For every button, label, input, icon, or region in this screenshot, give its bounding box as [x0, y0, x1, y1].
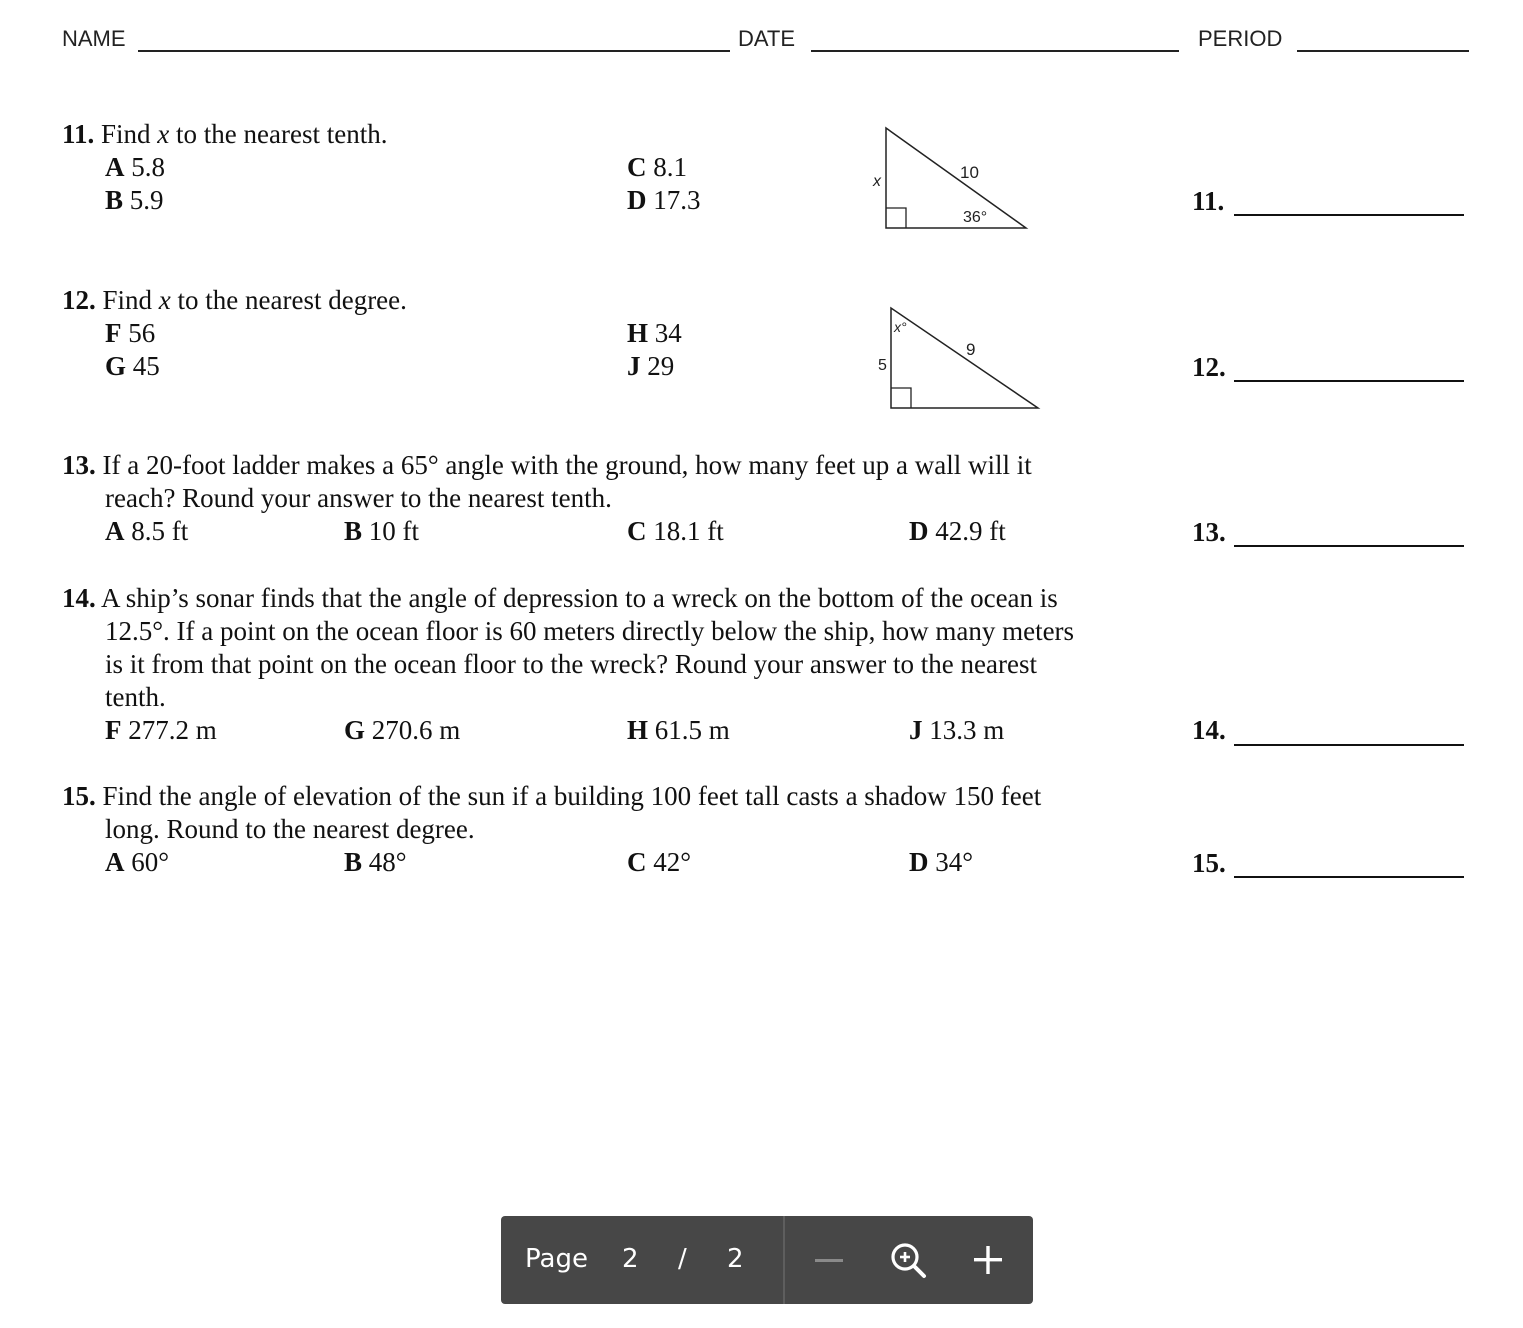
triangle-figure-11 — [860, 120, 1040, 235]
period-field-line[interactable] — [1297, 50, 1469, 52]
answer-label-15: 15. — [1192, 848, 1226, 878]
question-number: 11. — [62, 119, 95, 149]
question-number: 15. — [62, 781, 96, 811]
period-label: PERIOD — [1198, 26, 1283, 51]
option-a: A 8.5 ft — [105, 516, 189, 546]
question-15-stem: 15. Find the angle of elevation of the sun if a building 100 feet tall casts a shadow 150 feet — [62, 781, 1042, 811]
zoom-in-button[interactable] — [964, 1236, 1012, 1284]
zoom-button[interactable] — [884, 1236, 932, 1284]
option-c: C 8.1 — [627, 152, 687, 182]
question-13-stem: 13. If a 20-foot ladder makes a 65° angle with the ground, how many feet up a wall will it — [62, 450, 1032, 480]
option-d: D 42.9 ft — [909, 516, 1006, 546]
question-15-line-2: long. Round to the nearest degree. — [105, 814, 475, 844]
option-j: J 29 — [627, 351, 675, 381]
side-label: 5 — [878, 357, 887, 374]
question-number: 14. — [62, 583, 96, 613]
option-a: A 60° — [105, 847, 170, 877]
option-c: C 42° — [627, 847, 692, 877]
option-h: H 61.5 m — [627, 715, 730, 745]
option-j: J 13.3 m — [909, 715, 1005, 745]
option-d: D 17.3 — [627, 185, 701, 215]
plus-icon — [964, 1236, 1012, 1284]
answer-label-14: 14. — [1192, 715, 1226, 745]
question-14-line-2: 12.5°. If a point on the ocean floor is 60 meters directly below the ship, how many meters — [105, 616, 1075, 646]
answer-line-12[interactable] — [1234, 380, 1464, 382]
angle-label-x: x° — [894, 319, 907, 335]
option-d: D 34° — [909, 847, 974, 877]
question-13-line-2: reach? Round your answer to the nearest tenth. — [105, 483, 612, 513]
answer-line-13[interactable] — [1234, 545, 1464, 547]
answer-line-15[interactable] — [1234, 876, 1464, 878]
option-b: B 10 ft — [344, 516, 420, 546]
page-separator: / — [678, 1244, 687, 1274]
option-g: G 270.6 m — [344, 715, 461, 745]
question-11-stem: 11. Find x to the nearest tenth. — [62, 119, 388, 149]
option-b: B 48° — [344, 847, 407, 877]
option-b: B 5.9 — [105, 185, 164, 215]
option-c: C 18.1 ft — [627, 516, 724, 546]
question-number: 13. — [62, 450, 96, 480]
zoom-out-button[interactable] — [805, 1236, 853, 1284]
answer-line-11[interactable] — [1234, 214, 1464, 216]
date-field-line[interactable] — [811, 50, 1179, 52]
answer-label-12: 12. — [1192, 352, 1226, 382]
total-pages: 2 — [727, 1244, 744, 1274]
toolbar-divider — [783, 1216, 785, 1304]
answer-line-14[interactable] — [1234, 744, 1464, 746]
option-f: F 56 — [105, 318, 156, 348]
hypotenuse-label: 10 — [960, 163, 979, 182]
question-14-line-4: tenth. — [105, 682, 166, 712]
angle-label: 36° — [963, 209, 988, 226]
option-g: G 45 — [105, 351, 160, 381]
hypotenuse-label: 9 — [966, 340, 976, 359]
triangle-figure-12 — [870, 300, 1050, 415]
pdf-page-toolbar — [501, 1216, 1033, 1304]
date-label: DATE — [738, 26, 796, 51]
option-h: H 34 — [627, 318, 682, 348]
page-label: Page — [525, 1244, 588, 1274]
question-14-stem: 14. A ship’s sonar finds that the angle of depression to a wreck on the bottom of the ocean is — [62, 583, 1058, 613]
current-page[interactable]: 2 — [622, 1244, 639, 1274]
answer-label-13: 13. — [1192, 517, 1226, 547]
option-f: F 277.2 m — [105, 715, 217, 745]
name-field-line[interactable] — [138, 50, 730, 52]
option-a: A 5.8 — [105, 152, 165, 182]
name-label: NAME — [62, 26, 126, 51]
question-14-line-3: is it from that point on the ocean floor to the wreck? Round your answer to the nearest — [105, 649, 1037, 679]
question-12-stem: 12. Find x to the nearest degree. — [62, 285, 407, 315]
side-label-x: x — [873, 173, 881, 190]
minus-icon — [805, 1236, 853, 1284]
answer-label-11: 11. — [1192, 186, 1225, 216]
question-number: 12. — [62, 285, 96, 315]
zoom-in-icon — [884, 1236, 932, 1284]
